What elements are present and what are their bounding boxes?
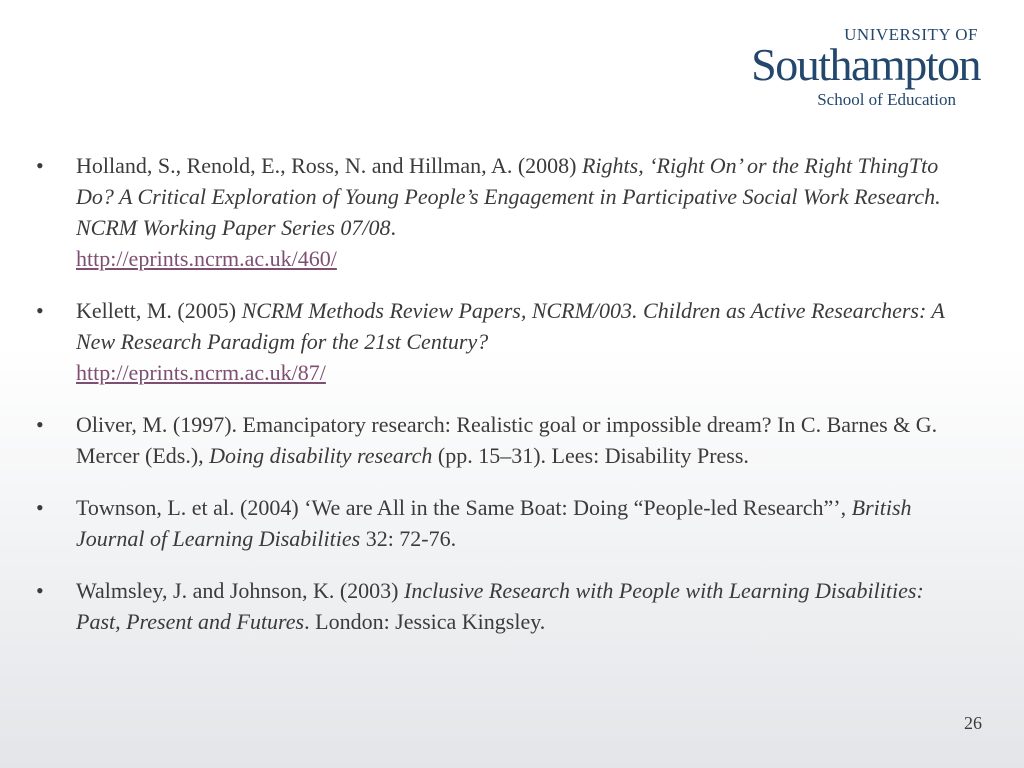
reference-link[interactable]: http://eprints.ncrm.ac.uk/87/: [76, 360, 326, 385]
reference-title: Rights, ‘Right On’ or the Right ThingTto Do? A Critical Exploration of Young People’s Engagement in Participative Social Work Research: [76, 153, 939, 209]
bullet: •: [36, 298, 44, 323]
reference-item: [36, 295, 966, 388]
reference-title: Inclusive Research with People with Learning Disabilities: Past, Present and Futures: [76, 578, 924, 634]
reference-details: 32: 72-76.: [360, 526, 457, 551]
logo-name-text: Southampton: [751, 39, 980, 90]
reference-item: [36, 492, 966, 554]
bullet: •: [36, 578, 44, 603]
logo-school-text: School of Education: [817, 90, 956, 109]
reference-title: NCRM Methods Review Papers, NCRM/003. Children as Active Researchers: A New Research Paradigm for the 21st Century?: [76, 298, 945, 354]
reference-title: Doing disability research: [209, 443, 433, 468]
reference-item: [36, 409, 966, 471]
reference-series: . NCRM Working Paper Series 07/08: [76, 184, 941, 240]
bullet: •: [36, 412, 44, 437]
bullet: •: [36, 153, 44, 178]
reference-title: British Journal of Learning Disabilities: [76, 495, 912, 551]
page-number: 26: [964, 713, 982, 733]
university-logo: [740, 26, 980, 112]
reference-list: [36, 150, 966, 658]
bullet: •: [36, 495, 44, 520]
reference-item: [36, 575, 966, 637]
reference-authors: Holland, S., Renold, E., Ross, N. and Hillman, A. (2008): [76, 153, 582, 178]
reference-item: [36, 150, 966, 274]
reference-details: (pp. 15–31). Lees: Disability Press.: [432, 443, 749, 468]
reference-authors: Kellett, M. (2005): [76, 298, 242, 323]
reference-tail: .: [390, 215, 396, 240]
reference-details: . London: Jessica Kingsley.: [304, 609, 546, 634]
reference-authors: Walmsley, J. and Johnson, K. (2003): [76, 578, 404, 603]
logo-university-text: UNIVERSITY OF: [844, 25, 978, 44]
reference-authors: Townson, L. et al. (2004) ‘We are All in the Same Boat: Doing “People-led Research”’,: [76, 495, 852, 520]
reference-link[interactable]: http://eprints.ncrm.ac.uk/460/: [76, 246, 337, 271]
reference-authors: Oliver, M. (1997). Emancipatory research: Realistic goal or impossible dream? In C. Barnes & G. Mercer (Eds.),: [76, 412, 938, 468]
